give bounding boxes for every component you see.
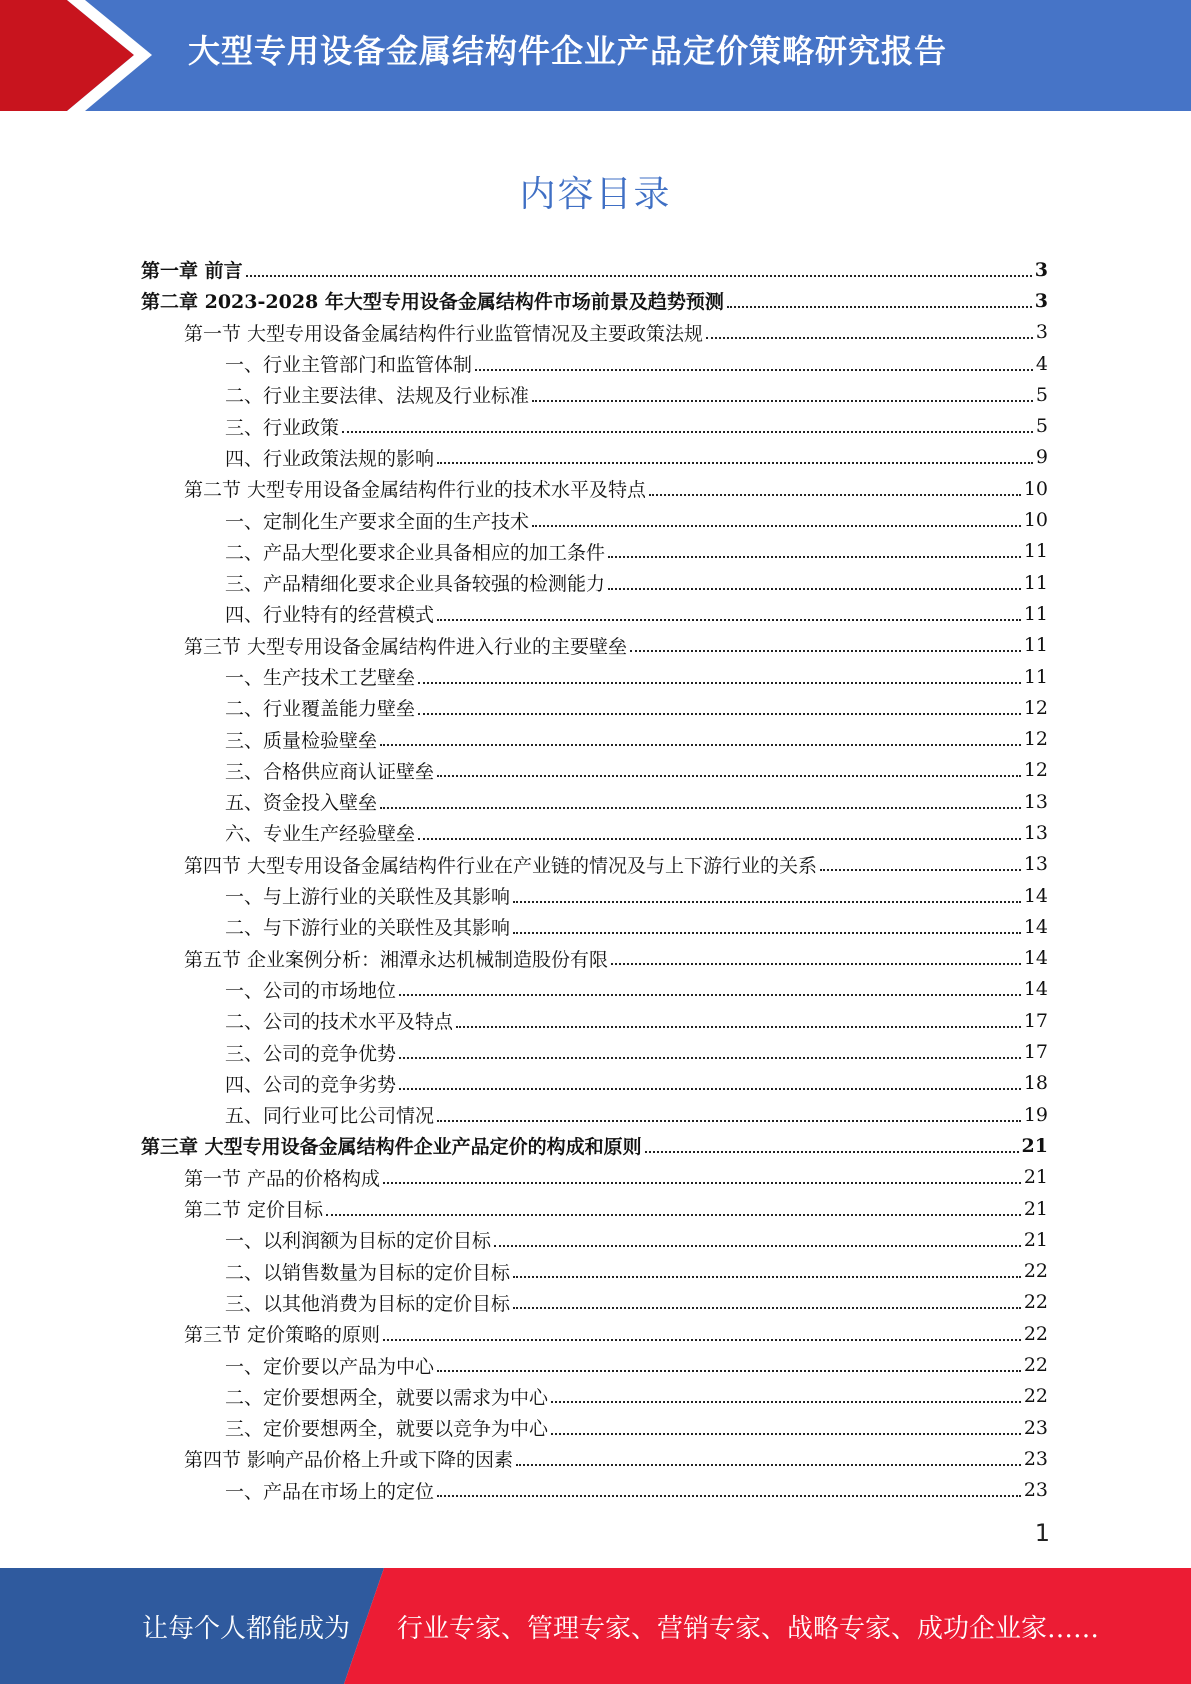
toc-entry-page: 5	[1035, 415, 1048, 438]
toc-entry-page: 23	[1023, 1447, 1048, 1470]
toc-entry-label: 第一节 大型专用设备金属结构件行业监管情况及主要政策法规	[184, 322, 704, 345]
toc-dot-leader	[418, 713, 1021, 715]
toc-dot-leader	[456, 1026, 1021, 1028]
toc-entry-page: 4	[1035, 352, 1048, 375]
toc-entry-page: 5	[1035, 383, 1048, 406]
toc-entry[interactable]	[141, 661, 1048, 692]
toc-entry-page: 18	[1023, 1072, 1048, 1095]
toc-entry-label: 第三章 大型专用设备金属结构件企业产品定价的构成和原则	[141, 1136, 642, 1159]
page-number: 1	[1034, 1519, 1050, 1547]
toc-entry-label: 一、定制化生产要求全面的生产技术	[225, 510, 530, 533]
toc-entry[interactable]	[141, 1287, 1048, 1318]
toc-dot-leader	[532, 400, 1033, 402]
toc-dot-leader	[706, 337, 1033, 339]
toc-entry-label: 五、同行业可比公司情况	[225, 1105, 435, 1128]
toc-entry-label: 一、定价要以产品为中心	[225, 1355, 435, 1378]
toc-entry[interactable]	[141, 786, 1048, 817]
toc-entry[interactable]	[141, 536, 1048, 567]
toc-dot-leader	[611, 963, 1021, 965]
toc-entry[interactable]	[141, 1381, 1048, 1412]
toc-entry-label: 一、以利润额为目标的定价目标	[225, 1230, 492, 1253]
toc-dot-leader	[418, 682, 1021, 684]
toc-entry-page: 22	[1023, 1322, 1048, 1345]
toc-entry-label: 三、质量检验壁垒	[225, 729, 378, 752]
toc-entry[interactable]	[141, 1224, 1048, 1255]
toc-dot-leader	[437, 462, 1033, 464]
toc-entry[interactable]	[141, 911, 1048, 942]
toc-entry-page: 14	[1023, 947, 1048, 970]
toc-dot-leader	[383, 1182, 1021, 1184]
toc-dot-leader	[649, 494, 1021, 496]
toc-entry-page: 22	[1023, 1354, 1048, 1377]
toc-entry[interactable]	[141, 1099, 1048, 1130]
toc-entry-label: 第二节 大型专用设备金属结构件行业的技术水平及特点	[184, 479, 647, 502]
toc-entry-label: 第三节 定价策略的原则	[184, 1324, 381, 1347]
toc-dot-leader	[551, 1433, 1021, 1435]
toc-entry[interactable]	[141, 1443, 1048, 1474]
toc-entry[interactable]	[141, 473, 1048, 504]
toc-entry-page: 21	[1023, 1228, 1048, 1251]
toc-entry-page: 3	[1034, 289, 1048, 312]
toc-dot-leader	[513, 1276, 1021, 1278]
toc-dot-leader	[380, 807, 1021, 809]
header-red-chevron	[0, 0, 134, 111]
toc-entry-label: 二、行业主要法律、法规及行业标准	[225, 385, 530, 408]
toc-entry-page: 13	[1023, 853, 1048, 876]
toc-dot-leader	[630, 650, 1021, 652]
toc-entry-label: 第一节 产品的价格构成	[184, 1167, 381, 1190]
toc-entry[interactable]	[141, 692, 1048, 723]
toc-entry[interactable]	[141, 817, 1048, 848]
toc-entry[interactable]	[141, 755, 1048, 786]
toc-entry-page: 3	[1034, 258, 1048, 281]
toc-dot-leader	[513, 901, 1021, 903]
toc-entry-label: 二、定价要想两全，就要以需求为中心	[225, 1386, 549, 1409]
toc-entry[interactable]	[141, 379, 1048, 410]
toc-entry-page: 23	[1023, 1416, 1048, 1439]
toc-entry[interactable]	[141, 1068, 1048, 1099]
toc-entry-page: 21	[1021, 1134, 1048, 1157]
toc-entry[interactable]	[141, 348, 1048, 379]
toc-entry[interactable]	[141, 254, 1048, 285]
toc-dot-leader	[494, 1245, 1021, 1247]
toc-entry-page: 12	[1023, 696, 1048, 719]
toc-entry-label: 四、公司的竞争劣势	[225, 1073, 397, 1096]
toc-entry[interactable]	[141, 1349, 1048, 1380]
toc-heading: 内容目录	[519, 174, 672, 215]
toc-entry-label: 第一章 前言	[141, 260, 243, 283]
toc-dot-leader	[437, 1495, 1021, 1497]
toc-entry[interactable]	[141, 504, 1048, 535]
toc-dot-leader	[608, 588, 1021, 590]
toc-entry-page: 11	[1023, 571, 1048, 594]
toc-entry-page: 10	[1023, 477, 1048, 500]
toc-entry-page: 14	[1023, 978, 1048, 1001]
toc-entry-page: 11	[1023, 634, 1048, 657]
toc-dot-leader	[399, 1057, 1021, 1059]
toc-entry-label: 一、生产技术工艺壁垒	[225, 667, 416, 689]
toc-dot-leader	[516, 1464, 1021, 1466]
toc-entry[interactable]	[141, 410, 1048, 441]
toc-dot-leader	[399, 1088, 1021, 1090]
toc-entry-label: 第三节 大型专用设备金属结构件进入行业的主要壁垒	[184, 635, 628, 658]
toc-entry-label: 三、产品精细化要求企业具备较强的检测能力	[225, 573, 606, 596]
toc-dot-leader	[380, 744, 1021, 746]
toc-dot-leader	[437, 619, 1021, 621]
toc-entry[interactable]	[141, 1130, 1048, 1161]
toc-entry-label: 二、公司的技术水平及特点	[225, 1011, 454, 1034]
toc-entry-label: 一、公司的市场地位	[225, 979, 397, 1002]
toc-dot-leader	[608, 556, 1021, 558]
toc-entry-page: 22	[1023, 1385, 1048, 1408]
toc-entry-page: 21	[1023, 1166, 1048, 1189]
toc-entry-page: 9	[1035, 446, 1048, 469]
toc-dot-leader	[399, 994, 1021, 996]
toc-dot-leader	[551, 1401, 1021, 1403]
toc-dot-leader	[383, 1339, 1021, 1341]
toc-entry-page: 22	[1023, 1291, 1048, 1314]
toc-entry-label: 二、与下游行业的关联性及其影响	[225, 917, 511, 940]
toc-dot-leader	[645, 1151, 1019, 1153]
toc-entry[interactable]	[141, 723, 1048, 754]
toc-entry-page: 23	[1023, 1479, 1048, 1502]
toc-entry-page: 22	[1023, 1260, 1048, 1283]
toc-entry[interactable]	[141, 1318, 1048, 1349]
toc-entry[interactable]	[141, 1475, 1048, 1506]
toc-entry[interactable]	[141, 1162, 1048, 1193]
toc-entry-label: 四、行业特有的经营模式	[225, 604, 435, 627]
toc-entry[interactable]	[141, 1193, 1048, 1224]
toc-entry[interactable]	[141, 880, 1048, 911]
toc-entry-label: 第二节 定价目标	[184, 1199, 324, 1222]
toc-entry[interactable]	[141, 567, 1048, 598]
toc-entry[interactable]	[141, 598, 1048, 629]
toc-entry-page: 17	[1023, 1009, 1048, 1032]
toc-entry-label: 三、行业政策	[225, 416, 340, 439]
toc-entry-label: 第二章 2023-2028 年大型专用设备金属结构件市场前景及趋势预测	[141, 291, 724, 314]
footer-banner	[0, 1568, 1191, 1684]
footer-slogan-right: 行业专家、管理专家、营销专家、战略专家、成功企业家……	[397, 1614, 1100, 1644]
toc-dot-leader	[342, 431, 1033, 433]
toc-entry[interactable]	[141, 1412, 1048, 1443]
toc-entry-label: 五、资金投入壁垒	[225, 792, 378, 815]
toc-entry-label: 第五节 企业案例分析：湘潭永达机械制造股份有限	[184, 948, 609, 971]
report-title: 大型专用设备金属结构件企业产品定价策略研究报告	[188, 32, 948, 70]
toc-dot-leader	[437, 1120, 1021, 1122]
toc-dot-leader	[513, 932, 1021, 934]
toc-entry-page: 12	[1023, 728, 1048, 751]
toc-dot-leader	[418, 838, 1021, 840]
toc-dot-leader	[532, 525, 1021, 527]
toc-entry-label: 三、定价要想两全，就要以竞争为中心	[225, 1418, 549, 1441]
toc-dot-leader	[437, 1370, 1021, 1372]
toc-dot-leader	[326, 1214, 1021, 1216]
header-banner	[0, 0, 1191, 111]
toc-entry[interactable]	[141, 630, 1048, 661]
toc-entry-page: 11	[1023, 540, 1048, 563]
toc-entry-label: 一、与上游行业的关联性及其影响	[225, 886, 511, 909]
toc-entry[interactable]	[141, 1036, 1048, 1067]
toc-entry-label: 第四节 大型专用设备金属结构件行业在产业链的情况及与上下游行业的关系	[184, 854, 818, 877]
toc-entry-label: 一、行业主管部门和监管体制	[225, 354, 473, 377]
toc-entry[interactable]	[141, 317, 1048, 348]
footer-slogan-left: 让每个人都能成为	[142, 1614, 351, 1644]
toc-entry-page: 19	[1023, 1103, 1048, 1126]
toc-entry-page: 11	[1023, 665, 1048, 688]
toc-entry-page: 14	[1023, 884, 1048, 907]
toc-entry-page: 13	[1023, 821, 1048, 844]
toc-entry[interactable]	[141, 849, 1048, 880]
toc-entry-page: 21	[1023, 1197, 1048, 1220]
toc-dot-leader	[820, 869, 1021, 871]
toc-entry[interactable]	[141, 442, 1048, 473]
toc-dot-leader	[727, 306, 1032, 308]
toc-entry-label: 六、专业生产经验壁垒	[225, 823, 416, 846]
toc-entry-label: 一、产品在市场上的定位	[225, 1480, 435, 1503]
toc-entry[interactable]	[141, 1005, 1048, 1036]
toc-entry-label: 三、以其他消费为目标的定价目标	[225, 1292, 511, 1315]
toc-entry-page: 3	[1035, 321, 1048, 344]
toc-entry-page: 17	[1023, 1041, 1048, 1064]
toc-entry-label: 第四节 影响产品价格上升或下降的因素	[184, 1449, 514, 1472]
table-of-contents	[141, 254, 1048, 1506]
toc-entry-label: 二、以销售数量为目标的定价目标	[225, 1261, 511, 1284]
toc-entry-label: 三、公司的竞争优势	[225, 1042, 397, 1065]
toc-entry-page: 14	[1023, 915, 1048, 938]
toc-entry-page: 10	[1023, 509, 1048, 532]
toc-entry-label: 三、合格供应商认证壁垒	[225, 760, 435, 783]
toc-entry[interactable]	[141, 285, 1048, 316]
toc-entry-label: 四、行业政策法规的影响	[225, 447, 435, 470]
toc-entry-page: 12	[1023, 759, 1048, 782]
toc-dot-leader	[475, 369, 1033, 371]
toc-entry[interactable]	[141, 974, 1048, 1005]
toc-entry[interactable]	[141, 943, 1048, 974]
toc-entry-page: 11	[1023, 602, 1048, 625]
toc-entry[interactable]	[141, 1256, 1048, 1287]
toc-entry-label: 二、产品大型化要求企业具备相应的加工条件	[225, 541, 606, 564]
toc-entry-label: 二、行业覆盖能力壁垒	[225, 698, 416, 721]
toc-entry-page: 13	[1023, 790, 1048, 813]
toc-dot-leader	[246, 275, 1032, 277]
toc-dot-leader	[437, 775, 1021, 777]
toc-dot-leader	[513, 1307, 1021, 1309]
